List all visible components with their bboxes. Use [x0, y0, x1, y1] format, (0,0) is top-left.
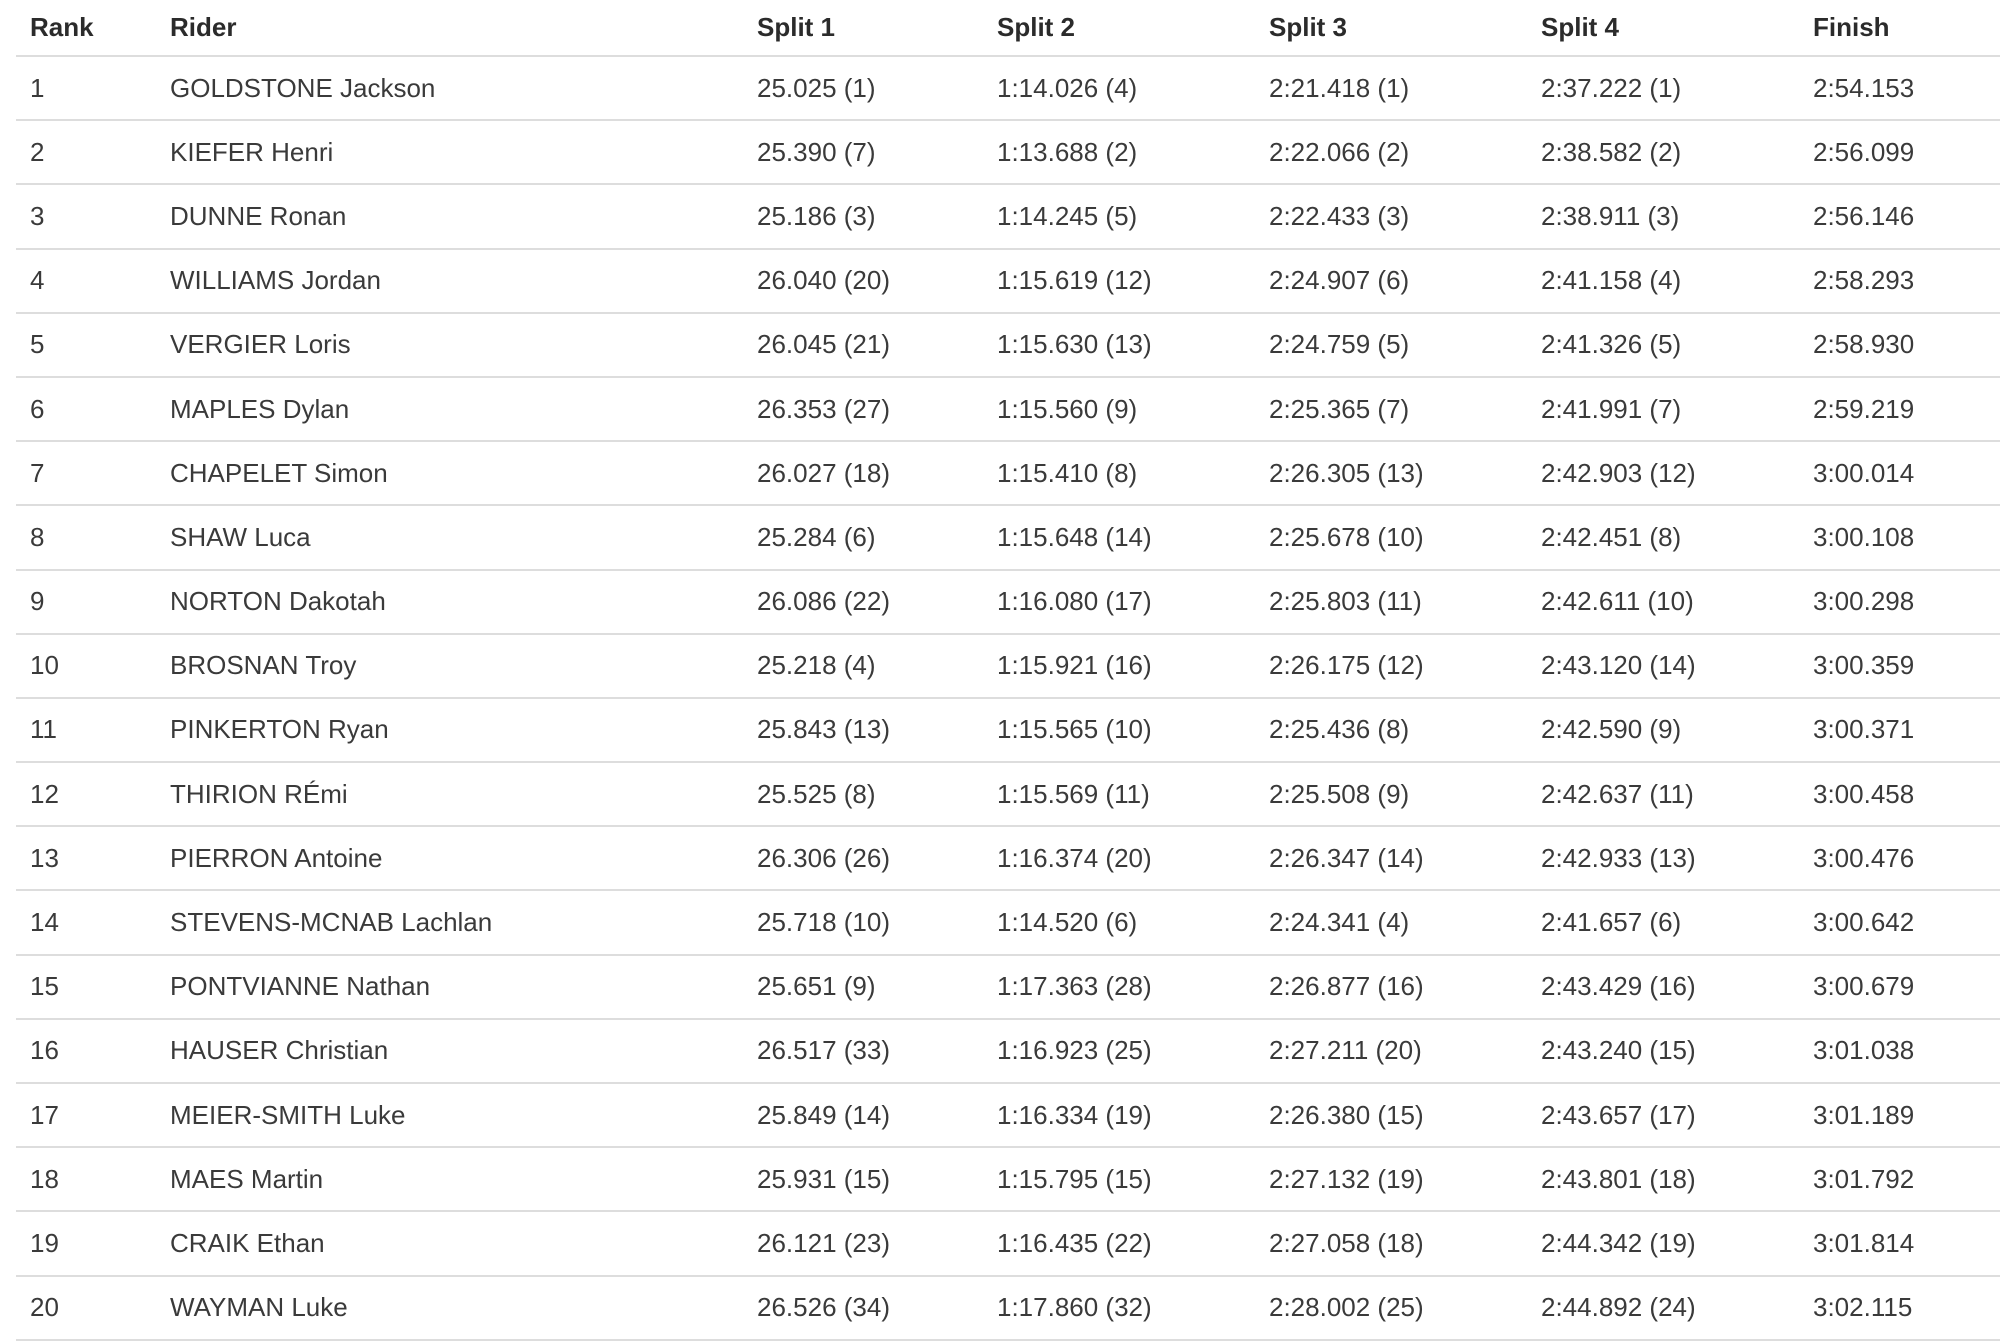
split-4-cell: 2:41.158 (4): [1527, 249, 1799, 313]
rank-cell: 2: [16, 120, 156, 184]
split-3-cell: 2:25.508 (9): [1255, 762, 1527, 826]
rank-cell: 12: [16, 762, 156, 826]
rider-cell: CRAIK Ethan: [156, 1211, 743, 1275]
table-header-row: [16, 0, 2000, 56]
table-row: [16, 826, 2000, 890]
split-3-cell: 2:27.211 (20): [1255, 1019, 1527, 1083]
column-header-finish: Finish: [1799, 0, 2000, 56]
finish-cell: 2:58.930: [1799, 313, 2000, 377]
rider-cell: MAPLES Dylan: [156, 377, 743, 441]
split-2-cell: 1:15.569 (11): [983, 762, 1255, 826]
finish-cell: 3:00.476: [1799, 826, 2000, 890]
split-1-cell: 25.186 (3): [743, 184, 983, 248]
split-4-cell: 2:43.429 (16): [1527, 955, 1799, 1019]
split-3-cell: 2:27.058 (18): [1255, 1211, 1527, 1275]
split-4-cell: 2:43.120 (14): [1527, 634, 1799, 698]
table-row: [16, 570, 2000, 634]
table-row: [16, 505, 2000, 569]
rider-cell: WAYMAN Luke: [156, 1276, 743, 1340]
split-4-cell: 2:42.637 (11): [1527, 762, 1799, 826]
split-4-cell: 2:43.657 (17): [1527, 1083, 1799, 1147]
rank-cell: 11: [16, 698, 156, 762]
results-body: [16, 56, 2000, 1340]
split-3-cell: 2:26.305 (13): [1255, 441, 1527, 505]
rider-cell: PONTVIANNE Nathan: [156, 955, 743, 1019]
split-3-cell: 2:26.380 (15): [1255, 1083, 1527, 1147]
column-header-split-1: Split 1: [743, 0, 983, 56]
table-row: [16, 1019, 2000, 1083]
rank-cell: 17: [16, 1083, 156, 1147]
split-1-cell: 25.525 (8): [743, 762, 983, 826]
split-3-cell: 2:27.132 (19): [1255, 1147, 1527, 1211]
split-1-cell: 26.353 (27): [743, 377, 983, 441]
split-4-cell: 2:42.451 (8): [1527, 505, 1799, 569]
split-4-cell: 2:42.903 (12): [1527, 441, 1799, 505]
split-2-cell: 1:17.860 (32): [983, 1276, 1255, 1340]
rank-cell: 5: [16, 313, 156, 377]
split-2-cell: 1:15.648 (14): [983, 505, 1255, 569]
split-1-cell: 25.931 (15): [743, 1147, 983, 1211]
finish-cell: 2:56.099: [1799, 120, 2000, 184]
table-row: [16, 377, 2000, 441]
split-1-cell: 25.284 (6): [743, 505, 983, 569]
table-row: [16, 184, 2000, 248]
split-2-cell: 1:17.363 (28): [983, 955, 1255, 1019]
rank-cell: 20: [16, 1276, 156, 1340]
table-row: [16, 120, 2000, 184]
split-2-cell: 1:14.026 (4): [983, 56, 1255, 120]
split-2-cell: 1:15.410 (8): [983, 441, 1255, 505]
split-3-cell: 2:24.759 (5): [1255, 313, 1527, 377]
finish-cell: 3:00.679: [1799, 955, 2000, 1019]
rank-cell: 1: [16, 56, 156, 120]
rider-cell: MEIER-SMITH Luke: [156, 1083, 743, 1147]
rider-cell: STEVENS-MCNAB Lachlan: [156, 890, 743, 954]
split-2-cell: 1:16.374 (20): [983, 826, 1255, 890]
rider-cell: GOLDSTONE Jackson: [156, 56, 743, 120]
split-2-cell: 1:16.334 (19): [983, 1083, 1255, 1147]
finish-cell: 3:00.371: [1799, 698, 2000, 762]
column-header-split-3: Split 3: [1255, 0, 1527, 56]
split-4-cell: 2:42.590 (9): [1527, 698, 1799, 762]
rider-cell: HAUSER Christian: [156, 1019, 743, 1083]
split-1-cell: 25.718 (10): [743, 890, 983, 954]
split-3-cell: 2:26.175 (12): [1255, 634, 1527, 698]
rank-cell: 7: [16, 441, 156, 505]
split-1-cell: 25.025 (1): [743, 56, 983, 120]
table-row: [16, 955, 2000, 1019]
finish-cell: 3:00.642: [1799, 890, 2000, 954]
rank-cell: 15: [16, 955, 156, 1019]
table-row: [16, 762, 2000, 826]
finish-cell: 2:56.146: [1799, 184, 2000, 248]
split-3-cell: 2:21.418 (1): [1255, 56, 1527, 120]
finish-cell: 3:00.359: [1799, 634, 2000, 698]
rider-cell: CHAPELET Simon: [156, 441, 743, 505]
split-4-cell: 2:37.222 (1): [1527, 56, 1799, 120]
results-table: [16, 0, 2000, 1341]
rider-cell: PINKERTON Ryan: [156, 698, 743, 762]
rank-cell: 3: [16, 184, 156, 248]
split-1-cell: 26.086 (22): [743, 570, 983, 634]
finish-cell: 3:01.814: [1799, 1211, 2000, 1275]
split-4-cell: 2:44.342 (19): [1527, 1211, 1799, 1275]
table-row: [16, 56, 2000, 120]
rank-cell: 16: [16, 1019, 156, 1083]
split-2-cell: 1:16.435 (22): [983, 1211, 1255, 1275]
split-3-cell: 2:25.365 (7): [1255, 377, 1527, 441]
table-row: [16, 313, 2000, 377]
split-1-cell: 25.390 (7): [743, 120, 983, 184]
split-3-cell: 2:28.002 (25): [1255, 1276, 1527, 1340]
finish-cell: 2:58.293: [1799, 249, 2000, 313]
column-header-rank: Rank: [16, 0, 156, 56]
rank-cell: 9: [16, 570, 156, 634]
rank-cell: 19: [16, 1211, 156, 1275]
split-1-cell: 26.121 (23): [743, 1211, 983, 1275]
rank-cell: 4: [16, 249, 156, 313]
column-header-split-4: Split 4: [1527, 0, 1799, 56]
table-row: [16, 634, 2000, 698]
table-row: [16, 249, 2000, 313]
split-4-cell: 2:43.240 (15): [1527, 1019, 1799, 1083]
rider-cell: MAES Martin: [156, 1147, 743, 1211]
split-2-cell: 1:15.560 (9): [983, 377, 1255, 441]
split-1-cell: 26.306 (26): [743, 826, 983, 890]
rider-cell: SHAW Luca: [156, 505, 743, 569]
split-4-cell: 2:41.326 (5): [1527, 313, 1799, 377]
finish-cell: 3:00.014: [1799, 441, 2000, 505]
split-2-cell: 1:14.520 (6): [983, 890, 1255, 954]
rider-cell: THIRION RÉmi: [156, 762, 743, 826]
split-2-cell: 1:13.688 (2): [983, 120, 1255, 184]
rank-cell: 14: [16, 890, 156, 954]
rank-cell: 10: [16, 634, 156, 698]
split-3-cell: 2:25.803 (11): [1255, 570, 1527, 634]
split-1-cell: 26.027 (18): [743, 441, 983, 505]
rank-cell: 8: [16, 505, 156, 569]
finish-cell: 3:01.792: [1799, 1147, 2000, 1211]
column-header-split-2: Split 2: [983, 0, 1255, 56]
split-3-cell: 2:25.678 (10): [1255, 505, 1527, 569]
split-3-cell: 2:22.066 (2): [1255, 120, 1527, 184]
split-1-cell: 26.040 (20): [743, 249, 983, 313]
table-row: [16, 698, 2000, 762]
split-3-cell: 2:22.433 (3): [1255, 184, 1527, 248]
split-4-cell: 2:38.911 (3): [1527, 184, 1799, 248]
rider-cell: WILLIAMS Jordan: [156, 249, 743, 313]
split-2-cell: 1:15.921 (16): [983, 634, 1255, 698]
rider-cell: PIERRON Antoine: [156, 826, 743, 890]
finish-cell: 3:01.189: [1799, 1083, 2000, 1147]
split-4-cell: 2:41.991 (7): [1527, 377, 1799, 441]
finish-cell: 3:00.298: [1799, 570, 2000, 634]
split-2-cell: 1:15.795 (15): [983, 1147, 1255, 1211]
split-3-cell: 2:25.436 (8): [1255, 698, 1527, 762]
finish-cell: 3:00.108: [1799, 505, 2000, 569]
split-3-cell: 2:24.907 (6): [1255, 249, 1527, 313]
table-row: [16, 890, 2000, 954]
rider-cell: NORTON Dakotah: [156, 570, 743, 634]
rider-cell: VERGIER Loris: [156, 313, 743, 377]
split-4-cell: 2:44.892 (24): [1527, 1276, 1799, 1340]
split-3-cell: 2:26.877 (16): [1255, 955, 1527, 1019]
split-4-cell: 2:43.801 (18): [1527, 1147, 1799, 1211]
split-1-cell: 25.849 (14): [743, 1083, 983, 1147]
rank-cell: 18: [16, 1147, 156, 1211]
table-row: [16, 1211, 2000, 1275]
table-row: [16, 441, 2000, 505]
rider-cell: KIEFER Henri: [156, 120, 743, 184]
split-1-cell: 25.843 (13): [743, 698, 983, 762]
split-4-cell: 2:38.582 (2): [1527, 120, 1799, 184]
finish-cell: 2:54.153: [1799, 56, 2000, 120]
table-row: [16, 1276, 2000, 1340]
finish-cell: 3:02.115: [1799, 1276, 2000, 1340]
table-row: [16, 1147, 2000, 1211]
split-2-cell: 1:15.619 (12): [983, 249, 1255, 313]
split-3-cell: 2:26.347 (14): [1255, 826, 1527, 890]
split-4-cell: 2:41.657 (6): [1527, 890, 1799, 954]
finish-cell: 3:00.458: [1799, 762, 2000, 826]
split-2-cell: 1:15.630 (13): [983, 313, 1255, 377]
split-2-cell: 1:14.245 (5): [983, 184, 1255, 248]
rider-cell: DUNNE Ronan: [156, 184, 743, 248]
split-2-cell: 1:16.080 (17): [983, 570, 1255, 634]
split-4-cell: 2:42.933 (13): [1527, 826, 1799, 890]
split-1-cell: 25.218 (4): [743, 634, 983, 698]
rider-cell: BROSNAN Troy: [156, 634, 743, 698]
rank-cell: 13: [16, 826, 156, 890]
finish-cell: 2:59.219: [1799, 377, 2000, 441]
split-2-cell: 1:15.565 (10): [983, 698, 1255, 762]
split-3-cell: 2:24.341 (4): [1255, 890, 1527, 954]
split-4-cell: 2:42.611 (10): [1527, 570, 1799, 634]
split-1-cell: 26.517 (33): [743, 1019, 983, 1083]
column-header-rider: Rider: [156, 0, 743, 56]
split-1-cell: 26.526 (34): [743, 1276, 983, 1340]
rank-cell: 6: [16, 377, 156, 441]
table-row: [16, 1083, 2000, 1147]
finish-cell: 3:01.038: [1799, 1019, 2000, 1083]
split-2-cell: 1:16.923 (25): [983, 1019, 1255, 1083]
split-1-cell: 26.045 (21): [743, 313, 983, 377]
split-1-cell: 25.651 (9): [743, 955, 983, 1019]
